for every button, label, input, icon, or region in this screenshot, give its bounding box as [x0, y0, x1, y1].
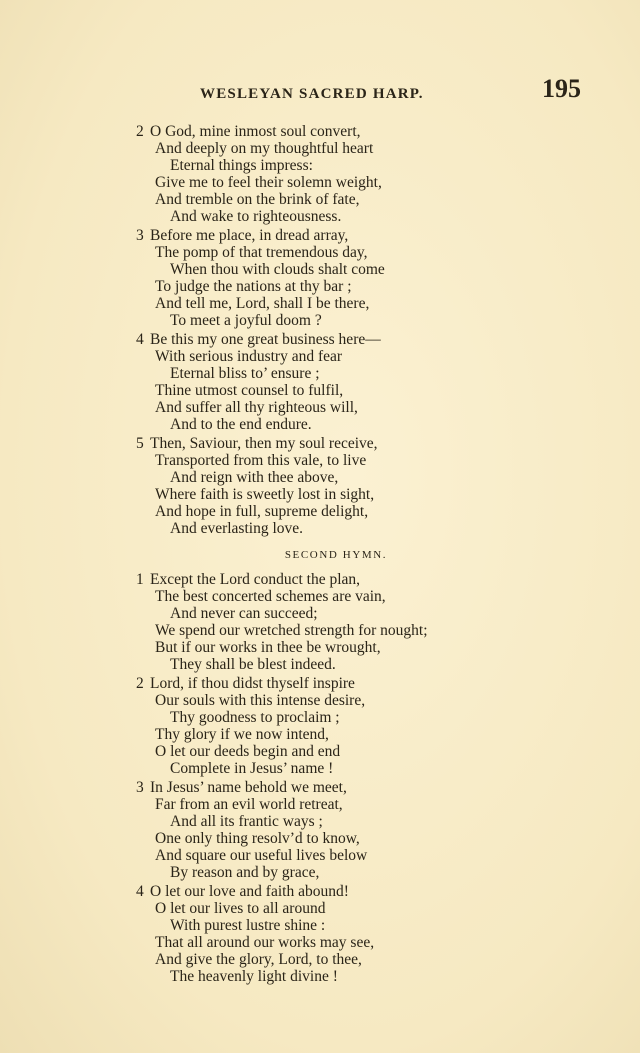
stanza-number: 3	[136, 779, 144, 796]
verse-line: Transported from this vale, to live	[155, 452, 367, 469]
verse-line: The pomp of that tremendous day,	[155, 244, 368, 261]
hymn-title: SECOND HYMN.	[284, 549, 388, 561]
verse-line: Far from an evil world retreat,	[155, 796, 343, 813]
verse-line: O let our love and faith abound!	[150, 883, 349, 900]
verse-line: And never can succeed;	[170, 605, 318, 622]
stanza-number: 2	[136, 123, 144, 140]
verse-line: To meet a joyful doom ?	[170, 312, 322, 329]
verse-line: Be this my one great business here—	[150, 331, 381, 348]
first-hymn	[136, 123, 496, 537]
verse-line: Thy goodness to proclaim ;	[170, 709, 340, 726]
stanza-number: 5	[136, 435, 144, 452]
stanza-number: 1	[136, 571, 144, 588]
running-title: WESLEYAN SACRED HARP.	[200, 86, 424, 102]
verse-line: That all around our works may see,	[155, 934, 375, 951]
verse-line: In Jesus’ name behold we meet,	[150, 779, 347, 796]
verse-line: And hope in full, supreme delight,	[155, 503, 369, 520]
verse-line: But if our works in thee be wrought,	[155, 639, 381, 656]
verse-line: Complete in Jesus’ name !	[170, 760, 334, 777]
verse-line: Except the Lord conduct the plan,	[150, 571, 361, 588]
verse-line: And wake to righteousness.	[170, 208, 342, 225]
verse-line: One only thing resolv’d to know,	[155, 830, 360, 847]
verse-line: Our souls with this intense desire,	[155, 692, 366, 709]
stanza	[136, 331, 496, 433]
verse-line: O God, mine inmost soul convert,	[150, 123, 361, 140]
verse-line: Eternal bliss to’ ensure ;	[170, 365, 320, 382]
verse-line: O let our lives to all around	[155, 900, 326, 917]
verse-line: Thy glory if we now intend,	[155, 726, 329, 743]
stanza	[136, 571, 496, 673]
stanza-number: 4	[136, 883, 144, 900]
verse-line: Where faith is sweetly lost in sight,	[155, 486, 375, 503]
verse-line: The best concerted schemes are vain,	[155, 588, 386, 605]
verse-line: And give the glory, Lord, to thee,	[155, 951, 362, 968]
hymn-text	[136, 123, 496, 987]
stanza	[136, 227, 496, 329]
verse-line: Thine utmost counsel to fulfil,	[155, 382, 344, 399]
verse-line: When thou with clouds shalt come	[170, 261, 385, 278]
stanza-number: 2	[136, 675, 144, 692]
verse-line: By reason and by grace,	[170, 864, 320, 881]
verse-line: Give me to feel their solemn weight,	[155, 174, 382, 191]
verse-line: Eternal things impress:	[170, 157, 313, 174]
verse-line: O let our deeds begin and end	[155, 743, 341, 760]
verse-line: We spend our wretched strength for nought;	[155, 622, 428, 639]
stanza	[136, 123, 496, 225]
stanza-number: 3	[136, 227, 144, 244]
verse-line: And all its frantic ways ;	[170, 813, 323, 830]
stanza	[136, 675, 496, 777]
stanza	[136, 779, 496, 881]
verse-line: And everlasting love.	[170, 520, 304, 537]
verse-line: And suffer all thy righteous will,	[155, 399, 358, 416]
verse-line: And tell me, Lord, shall I be there,	[155, 295, 370, 312]
verse-line: And tremble on the brink of fate,	[155, 191, 360, 208]
verse-line: They shall be blest indeed.	[170, 656, 336, 673]
verse-line: To judge the nations at thy bar ;	[155, 278, 352, 295]
verse-line: With purest lustre shine :	[170, 917, 326, 934]
verse-line: Then, Saviour, then my soul receive,	[150, 435, 378, 452]
second-hymn	[136, 571, 496, 985]
verse-line: Before me place, in dread array,	[150, 227, 349, 244]
verse-line: With serious industry and fear	[155, 348, 343, 365]
verse-line: And square our useful lives below	[155, 847, 368, 864]
page-number: 195	[542, 74, 581, 103]
verse-line: And to the end endure.	[170, 416, 312, 433]
verse-line: The heavenly light divine !	[170, 968, 338, 985]
stanza-number: 4	[136, 331, 144, 348]
verse-line: And deeply on my thoughtful heart	[155, 140, 374, 157]
verse-line: Lord, if thou didst thyself inspire	[150, 675, 355, 692]
stanza	[136, 435, 496, 537]
stanza	[136, 883, 496, 985]
verse-line: And reign with thee above,	[170, 469, 339, 486]
